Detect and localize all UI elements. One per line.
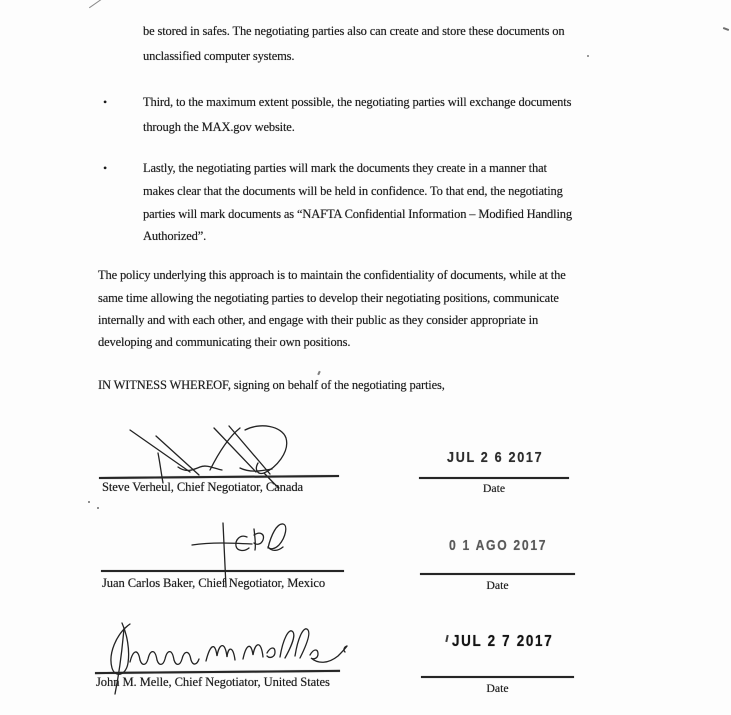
date-stamp-us: JUL 2 7 2017	[452, 633, 554, 650]
date-stamp-canada: JUL 2 6 2017	[447, 449, 544, 466]
policy-line-1: The policy underlying this approach is to maintain the confidentiality of documents, while at the	[98, 268, 566, 282]
bullet2-line-4: Authorized”.	[143, 229, 207, 243]
bullet2-line-1: Lastly, the negotiating parties will mark the documents they create in a manner that	[143, 161, 547, 175]
scan-artifact	[89, 0, 102, 9]
scan-artifact	[317, 371, 321, 375]
bullet2-line-2: makes clear that the documents will be held in confidence. To that end, the negotiating	[143, 184, 563, 198]
policy-line-4: developing and communicating their own positions.	[98, 335, 351, 349]
bullet1-line-1: Third, to the maximum extent possible, the negotiating parties will exchange documents	[143, 95, 572, 109]
date-line-us	[421, 676, 574, 678]
date-label-mexico: Date	[486, 578, 509, 592]
signature-line-mexico	[101, 570, 344, 572]
scan-artifact	[445, 635, 448, 642]
policy-line-2: same time allowing the negotiating parties to develop their negotiating positions, communicate	[98, 291, 559, 305]
scan-artifact	[587, 55, 589, 57]
scan-artifact	[723, 27, 729, 31]
bullet-marker: •	[103, 161, 108, 175]
date-label-canada: Date	[482, 481, 506, 495]
date-label-us: Date	[486, 681, 509, 695]
bullet1-line-2: through the MAX.gov website.	[143, 120, 295, 134]
signer-name-mexico: Juan Carlos Baker, Chief Negotiator, Mexico	[102, 576, 326, 590]
date-stamp-mexico: 0 1 AGO 2017	[449, 538, 548, 554]
bullet-marker: •	[103, 95, 108, 109]
scan-artifact	[88, 501, 90, 503]
intro-line-2: unclassified computer systems.	[143, 49, 295, 63]
bullet2-line-3: parties will mark documents as “NAFTA Confidential Information – Modified Handling	[143, 207, 572, 221]
policy-line-3: internally and with each other, and engage with their public as they consider appropriate in	[98, 313, 539, 327]
date-line-canada	[419, 477, 569, 479]
witness-clause: IN WITNESS WHEREOF, signing on behalf of the negotiating parties,	[98, 378, 445, 392]
signer-name-canada: Steve Verheul, Chief Negotiator, Canada	[102, 480, 303, 494]
signer-name-us: John M. Melle, Chief Negotiator, United States	[96, 675, 330, 689]
scan-artifact	[97, 507, 99, 509]
date-line-mexico	[420, 573, 575, 575]
intro-line-1: be stored in safes. The negotiating parties also can create and store these documents on	[143, 24, 565, 38]
